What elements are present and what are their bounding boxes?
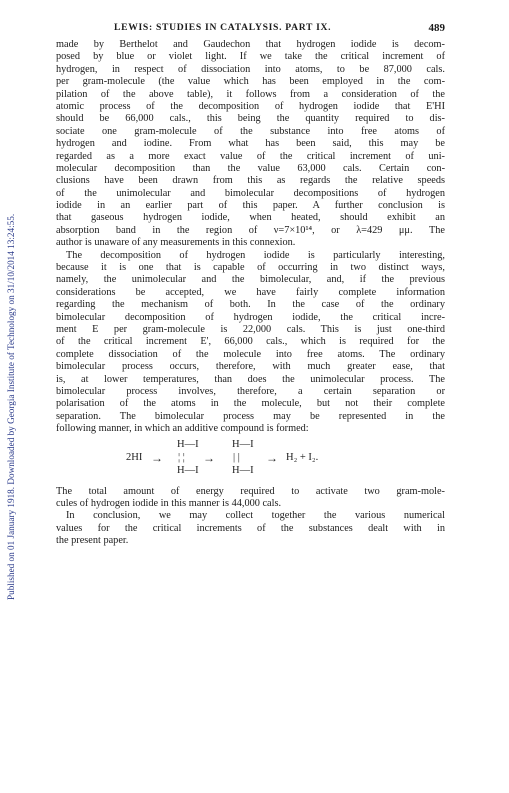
text-line: bimolecular process occurs, therefore, with much greater ease, that — [56, 361, 445, 373]
page-number: 489 — [428, 22, 445, 34]
sidenote-text: Published on 01 January 1918. Downloaded by Georgia Institute of Technology on 31/10/2014 13:24:55. — [6, 213, 16, 600]
text-line: is, at lower temperatures, than does the unimolecular process. The — [56, 373, 445, 385]
text-line: per gram-molecule (the value which has been employed in the com- — [56, 76, 445, 88]
text-line: sociate one gram-molecule of the substance into free atoms of — [56, 125, 445, 137]
text-line: posed by blue or violet light. If we take the critical increment of — [56, 51, 445, 63]
article-body — [56, 39, 445, 547]
text-line: namely, the unimolecular and the bimolecular, and, if the previous — [56, 274, 445, 286]
text-line: that gaseous hydrogen iodide, when heated, should exhibit an — [56, 212, 445, 224]
text-line: bimolecular decomposition of hydrogen iodide, the critical incre- — [56, 311, 445, 323]
text-line: pilation of the above table), it follows from a consideration of the — [56, 88, 445, 100]
text-line: In conclusion, we may collect together the various numerical — [66, 510, 445, 522]
text-line: The decomposition of hydrogen iodide is particularly interesting, — [66, 249, 445, 261]
text-line: following manner, in which an additive compound is formed: — [56, 423, 309, 435]
text-line: the present paper. — [56, 535, 129, 547]
complex-bottom: H—I — [177, 464, 199, 476]
text-line: atomic process of the decomposition of hydrogen iodide that E'HI — [56, 100, 445, 112]
text-line: of the critical increment E', 66,000 cals., which is required for the — [56, 336, 445, 348]
text-line: separation. The bimolecular process may be represented in the — [56, 410, 445, 422]
arrow-icon: → — [203, 450, 215, 465]
text-line: values for the critical increments of the substances dealt with in — [56, 522, 445, 534]
paragraph-2 — [56, 250, 445, 436]
reaction-equation — [56, 438, 445, 480]
text-line: cules of hydrogen iodide in this manner is 44,000 cals. — [56, 497, 282, 509]
text-line: made by Berthelot and Gaudechon that hydrogen iodide is decom- — [56, 39, 445, 50]
paragraph-1 — [56, 39, 445, 250]
running-title: LEWIS: STUDIES IN CATALYSIS. PART IX. — [114, 22, 332, 33]
complex-top: H—I — [177, 438, 199, 450]
text-line: hydrogen, in respect of dissociation into atoms, to be 87,000 cals. — [56, 63, 445, 75]
text-line: bimolecular process involves, therefore, a certain separation or — [56, 385, 445, 397]
equation-reactant: 2HI — [126, 451, 143, 463]
equation-products: H₂ + I₂. — [286, 451, 319, 463]
text-line: clusions have been drawn from this as regards the relative speeds — [56, 175, 445, 187]
page-header — [56, 22, 445, 36]
text-line: ment E per gram-molecule is 22,000 cals. This is just one-third — [56, 323, 445, 335]
text-line: author is unaware of any measurements in this connexion. — [56, 237, 296, 249]
text-line: of the unimolecular and bimolecular decompositions of hydrogen — [56, 187, 445, 199]
text-line: hydrogen and iodine. From what has been said, this may be — [56, 138, 445, 150]
text-line: should be 66,000 cals., this being the quantity required to dis- — [56, 113, 445, 125]
text-line: because it is one that is capable of occurring in two distinct ways, — [56, 262, 445, 274]
complex2-bonds: | | — [233, 451, 240, 463]
text-line: iodide in an earlier part of this paper. A further conclusion is — [56, 200, 445, 212]
text-line: regarded as a more exact value of the critical increment of uni- — [56, 150, 445, 162]
arrow-icon: → — [266, 450, 278, 465]
text-line: regarding the mechanism of both. In the case of the ordinary — [56, 299, 445, 311]
paragraph-3 — [56, 486, 445, 511]
arrow-icon: → — [151, 450, 163, 465]
text-line: The total amount of energy required to activate two gram-mole- — [56, 485, 445, 497]
publication-sidenote — [6, 40, 20, 600]
complex2-top: H—I — [232, 438, 254, 450]
complex-bonds-dashed: ¦ ¦ — [178, 451, 185, 463]
text-line: polarisation of the atoms in the molecule, but not their complete — [56, 398, 445, 410]
text-line: molecular decomposition than the value 63,000 cals. Certain con- — [56, 162, 445, 174]
complex2-bottom: H—I — [232, 464, 254, 476]
text-line: considerations be accepted, we have fairly complete information — [56, 286, 445, 298]
paragraph-4 — [56, 510, 445, 547]
text-line: absorption band in the region of ν=7×10¹⁴, or λ=429 μμ. The — [56, 224, 445, 236]
text-line: complete dissociation of the molecule into free atoms. The ordinary — [56, 348, 445, 360]
